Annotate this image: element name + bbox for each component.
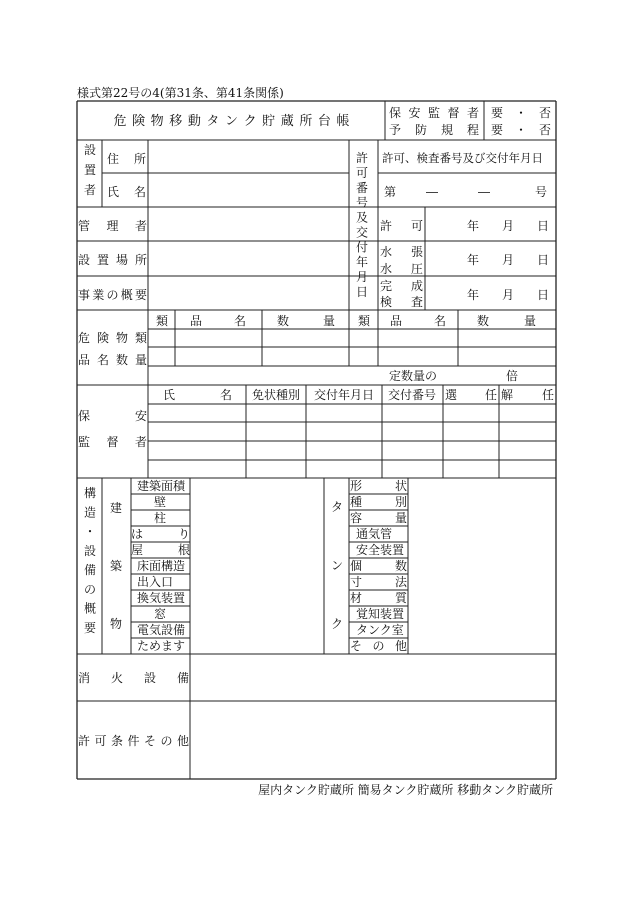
permit-header: 許可、検査番号及び交付年月日 bbox=[382, 151, 543, 165]
hazmat-col-name-2: 品名 bbox=[389, 314, 447, 328]
tank-item-7: 材質 bbox=[349, 591, 408, 605]
prevention-rules-choice: 要・否 bbox=[490, 123, 552, 137]
permit-number-side-label: 許可番号及交付年月日 bbox=[355, 151, 369, 299]
security-col-issue-no: 交付番号 bbox=[387, 388, 437, 402]
tank-item-8: 覚知装置 bbox=[356, 607, 405, 621]
hazmat-col-qty: 数量 bbox=[276, 314, 336, 328]
building-item-2: 柱 bbox=[153, 511, 167, 525]
building-item-9: 電気設備 bbox=[137, 623, 186, 637]
tank-item-4: 安全装置 bbox=[356, 543, 405, 557]
inspection-label: 検査 bbox=[379, 295, 424, 309]
form-number: 様式第22号の4(第31条、第41条関係) bbox=[77, 86, 284, 100]
tank-item-9: タンク室 bbox=[356, 623, 404, 637]
date-year-2: 年 bbox=[466, 288, 480, 302]
tank-item-3: 通気管 bbox=[356, 527, 393, 541]
designated-qty-label: 定数量の bbox=[389, 369, 438, 383]
installer-name-label: 氏名 bbox=[106, 185, 147, 199]
date-month-2: 月 bbox=[501, 288, 515, 302]
structure-label: 構造・設備の概要 bbox=[83, 486, 97, 635]
supervisor-required-choice: 要・否 bbox=[490, 106, 552, 120]
tank-label: タンク bbox=[330, 500, 344, 631]
designated-qty-times: 倍 bbox=[505, 369, 519, 383]
security-col-license: 免状種別 bbox=[251, 388, 301, 402]
permit-number-sep2: ― bbox=[478, 185, 490, 199]
security-label-2: 監督者 bbox=[77, 435, 148, 449]
footer-facility-types: 屋内タンク貯蔵所 簡易タンク貯蔵所 移動タンク貯蔵所 bbox=[258, 783, 553, 797]
date-day-0: 日 bbox=[536, 219, 550, 233]
date-year-0: 年 bbox=[466, 219, 480, 233]
form-title: 危険物移動タンク貯蔵所台帳 bbox=[113, 114, 350, 129]
water-pressure-label: 水圧 bbox=[379, 262, 424, 276]
hazmat-col-qty-2: 数量 bbox=[476, 314, 537, 328]
permit-conditions-label: 許可条件その他 bbox=[77, 734, 190, 748]
prevention-rules-label: 予防規程 bbox=[388, 123, 480, 137]
date-month-0: 月 bbox=[501, 219, 515, 233]
permit-date-label: 許可 bbox=[379, 219, 424, 233]
tank-item-0: 形状 bbox=[349, 479, 408, 493]
building-item-0: 建築面積 bbox=[137, 479, 186, 493]
security-label-1: 保安 bbox=[77, 409, 148, 423]
installer-address-label: 住所 bbox=[106, 152, 147, 166]
fire-extinguishing-label: 消火設備 bbox=[77, 671, 190, 685]
security-col-appoint: 選任 bbox=[444, 388, 498, 402]
building-item-3: はり bbox=[130, 527, 191, 541]
building-item-5: 床面構造 bbox=[137, 559, 186, 573]
security-col-dismiss: 解任 bbox=[500, 388, 555, 402]
building-item-10: ためます bbox=[137, 639, 186, 653]
location-label: 設置場所 bbox=[77, 253, 148, 267]
permit-number-suffix: 号 bbox=[534, 185, 548, 199]
permit-number-prefix: 第 bbox=[384, 185, 397, 199]
permit-number-sep1: ― bbox=[426, 185, 438, 199]
manager-label: 管理者 bbox=[77, 219, 148, 233]
tank-item-5: 個数 bbox=[349, 559, 408, 573]
building-item-6: 出入口 bbox=[137, 575, 174, 589]
security-col-name: 氏名 bbox=[162, 388, 233, 402]
date-day-1: 日 bbox=[536, 253, 550, 267]
security-col-issue-date: 交付年月日 bbox=[313, 388, 375, 402]
date-month-1: 月 bbox=[501, 253, 515, 267]
date-day-2: 日 bbox=[536, 288, 550, 302]
building-item-4: 屋根 bbox=[130, 543, 191, 557]
hazmat-col-name: 品名 bbox=[189, 314, 247, 328]
building-item-7: 換気装置 bbox=[137, 591, 186, 605]
date-year-1: 年 bbox=[466, 253, 480, 267]
hazmat-label-2: 品名数量 bbox=[77, 353, 148, 367]
hazmat-col-type: 類 bbox=[155, 314, 169, 328]
tank-item-10: その他 bbox=[349, 639, 408, 653]
building-item-1: 壁 bbox=[153, 495, 167, 509]
building-label: 建築物 bbox=[109, 501, 123, 631]
supervisor-required-label: 保安監督者 bbox=[388, 106, 480, 120]
installer-label: 設置者 bbox=[83, 143, 97, 197]
overview-label: 事業の概要 bbox=[77, 288, 148, 302]
hazmat-col-type-2: 類 bbox=[357, 314, 371, 328]
tank-item-1: 種別 bbox=[349, 495, 408, 509]
tank-item-6: 寸法 bbox=[349, 575, 408, 589]
hazmat-label-1: 危険物類 bbox=[77, 331, 148, 345]
water-fill-label: 水張 bbox=[379, 245, 424, 259]
tank-item-2: 容量 bbox=[349, 511, 408, 525]
completion-label: 完成 bbox=[379, 279, 424, 293]
building-item-8: 窓 bbox=[153, 607, 167, 621]
